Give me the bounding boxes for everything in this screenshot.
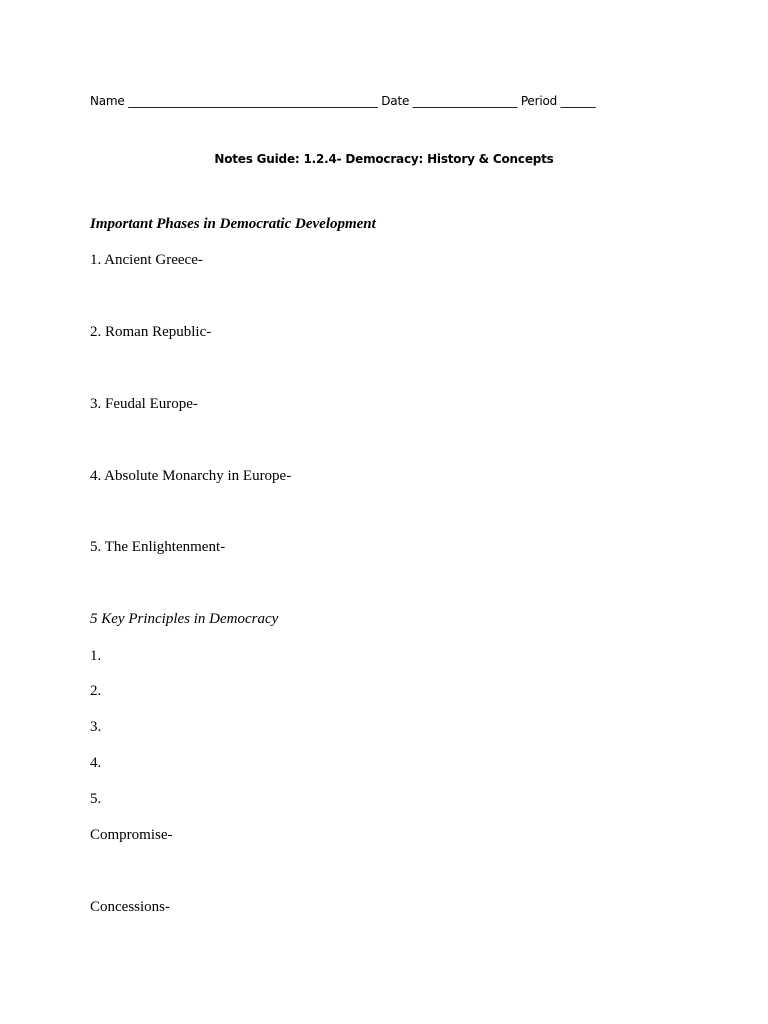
term-compromise: Compromise- <box>90 827 173 843</box>
principle-item-2: 2. <box>90 683 102 699</box>
page-title: Notes Guide: 1.2.4- Democracy: History & Concepts <box>214 152 554 166</box>
phases-heading: Important Phases in Democratic Development <box>90 216 376 232</box>
header-line <box>90 94 595 108</box>
principle-item-3: 3. <box>90 719 102 735</box>
phase-item-1: 1. Ancient Greece- <box>90 252 203 268</box>
phase-item-2: 2. Roman Republic- <box>90 324 212 340</box>
principle-item-5: 5. <box>90 791 102 807</box>
phase-item-3: 3. Feudal Europe- <box>90 396 198 412</box>
name-label: Name <box>90 94 125 108</box>
principle-item-4: 4. <box>90 755 102 771</box>
date-blank[interactable]: __________________ <box>412 94 518 108</box>
principles-heading: 5 Key Principles in Democracy <box>90 611 279 627</box>
phase-item-5: 5. The Enlightenment- <box>90 539 226 555</box>
period-blank[interactable]: ______ <box>560 94 596 108</box>
date-label: Date <box>381 94 410 108</box>
name-blank[interactable]: ___________________________________________ <box>128 94 378 108</box>
phase-item-4: 4. Absolute Monarchy in Europe- <box>90 468 292 484</box>
term-concessions: Concessions- <box>90 899 170 915</box>
principle-item-1: 1. <box>90 648 102 664</box>
period-label: Period <box>520 94 558 108</box>
